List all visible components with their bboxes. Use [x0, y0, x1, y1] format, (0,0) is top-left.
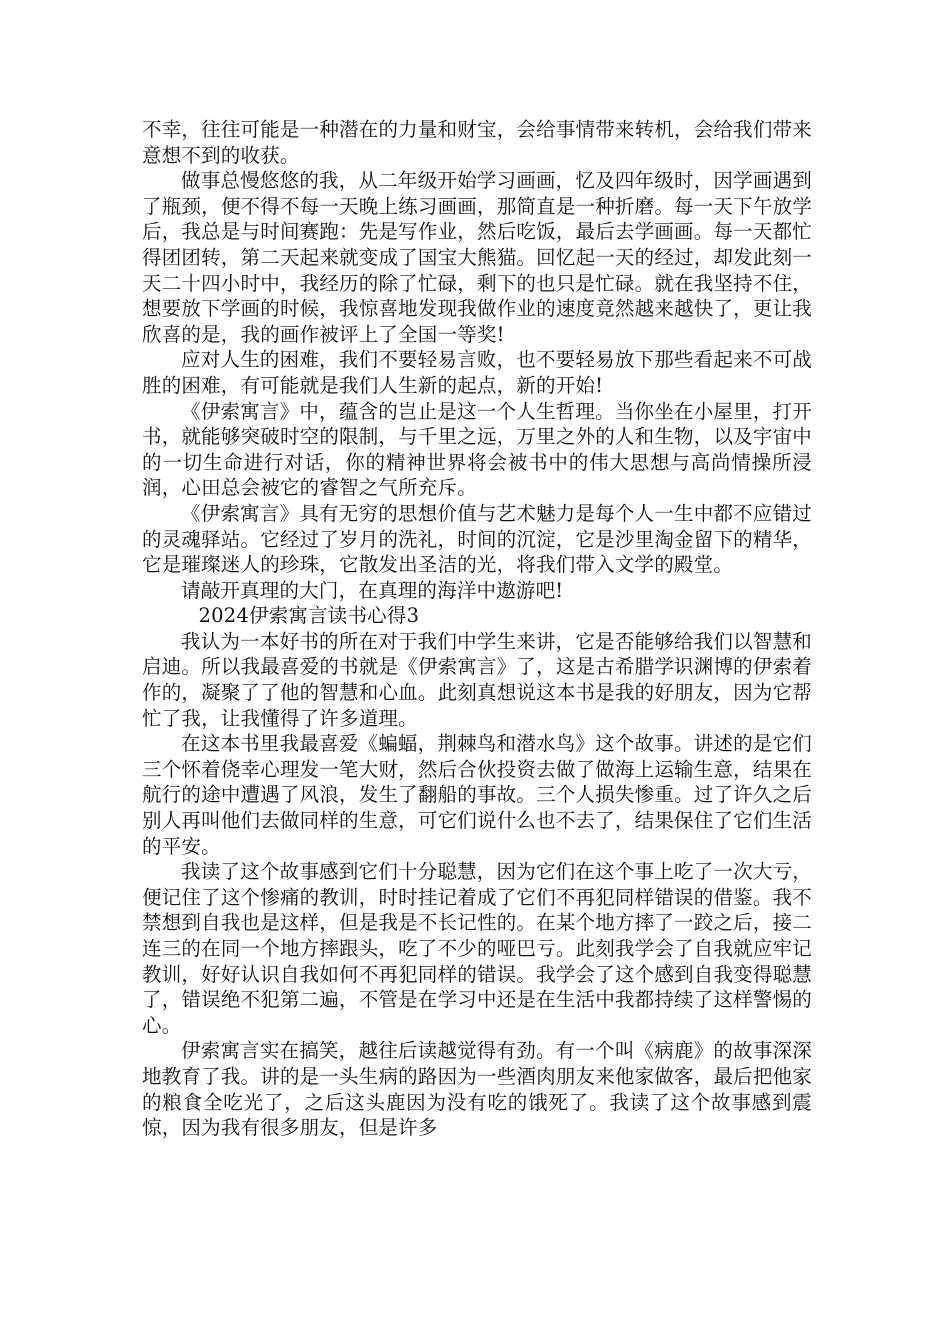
paragraph-8: 在这本书里我最喜爱《蝙蝠，荆棘鸟和潜水鸟》这个故事。讲述的是它们三个怀着侥幸心理发一笔大财，然后合伙投资去做了做海上运输生意，结果在航行的途中遭遇了风浪，发生了翻船的事故。三个人损失惨重。过了许久之后别人再叫他们去做同样的生意，可它们说什么也不去了，结果保住了它们生活的平安。	[142, 732, 812, 858]
paragraph-10: 伊索寓言实在搞笑，越往后读越觉得有劲。有一个叫《病鹿》的故事深深地教育了我。讲的是一头生病的路因为一些酒肉朋友来他家做客，最后把他家的粮食全吃光了，之后这头鹿因为没有吃的饿死了。我读了这个故事感到震惊，因为我有很多朋友，但是许多	[142, 1039, 812, 1140]
paragraph-3: 应对人生的困难，我们不要轻易言败，也不要轻易放下那些看起来不可战胜的困难，有可能就是我们人生新的起点，新的开始!	[142, 348, 812, 397]
paragraph-1: 不幸，往往可能是一种潜在的力量和财宝，会给事情带来转机，会给我们带来意想不到的收获。	[142, 118, 812, 167]
document-page	[142, 117, 812, 1141]
paragraph-9: 我读了这个故事感到它们十分聪慧，因为它们在这个事上吃了一次大亏，便记住了这个惨痛的教训，时时挂记着成了它们不再犯同样错误的借鉴。我不禁想到自我也是这样，但是我是不长记性的。在某个地方摔了一跤之后，接二连三的在同一个地方摔跟头，吃了不少的哑巴亏。此刻我学会了自我就应牢记教训，好好认识自我如何不再犯同样的错误。我学会了这个感到自我变得聪慧了，错误绝不犯第二遍，不管是在学习中还是在生活中我都持续了这样警惕的心。	[142, 860, 812, 1037]
paragraph-4: 《伊索寓言》中，蕴含的岂止是这一个人生哲理。当你坐在小屋里，打开书，就能够突破时空的限制，与千里之远，万里之外的人和生物，以及宇宙中的一切生命进行对话，你的精神世界将会被书中的伟大思想与高尚情操所浸润，心田总会被它的睿智之气所充斥。	[142, 399, 812, 500]
paragraph-7: 我认为一本好书的所在对于我们中学生来讲，它是否能够给我们以智慧和启迪。所以我最喜爱的书就是《伊索寓言》了，这是古希腊学识渊博的伊索着作的，凝聚了了他的智慧和心血。此刻真想说这本书是我的好朋友，因为它帮忙了我，让我懂得了许多道理。	[142, 629, 812, 730]
paragraph-6: 请敲开真理的大门，在真理的海洋中遨游吧!	[181, 578, 564, 602]
paragraph-2: 做事总慢悠悠的我，从二年级开始学习画画，忆及四年级时，因学画遇到了瓶颈，便不得不每一天晚上练习画画，那简直是一种折磨。每一天下午放学后，我总是与时间赛跑：先是写作业，然后吃饭，最后去学画画。每一天都忙得团团转，第二天起来就变成了国宝大熊猫。回忆起一天的经过，却发此刻一天二十四小时中，我经历的除了忙碌，剩下的也只是忙碌。就在我坚持不住，想要放下学画的时候，我惊喜地发现我做作业的速度竟然越来越快了，更让我欣喜的是，我的画作被评上了全国一等奖!	[142, 169, 812, 346]
paragraph-5: 《伊索寓言》具有无穷的思想价值与艺术魅力是每个人一生中都不应错过的灵魂驿站。它经过了岁月的洗礼，时间的沉淀，它是沙里淘金留下的精华，它是璀璨迷人的珍珠，它散发出圣洁的光，将我们带入文学的殿堂。	[142, 501, 812, 577]
section-title: 2024伊索寓言读书心得3	[198, 604, 420, 628]
